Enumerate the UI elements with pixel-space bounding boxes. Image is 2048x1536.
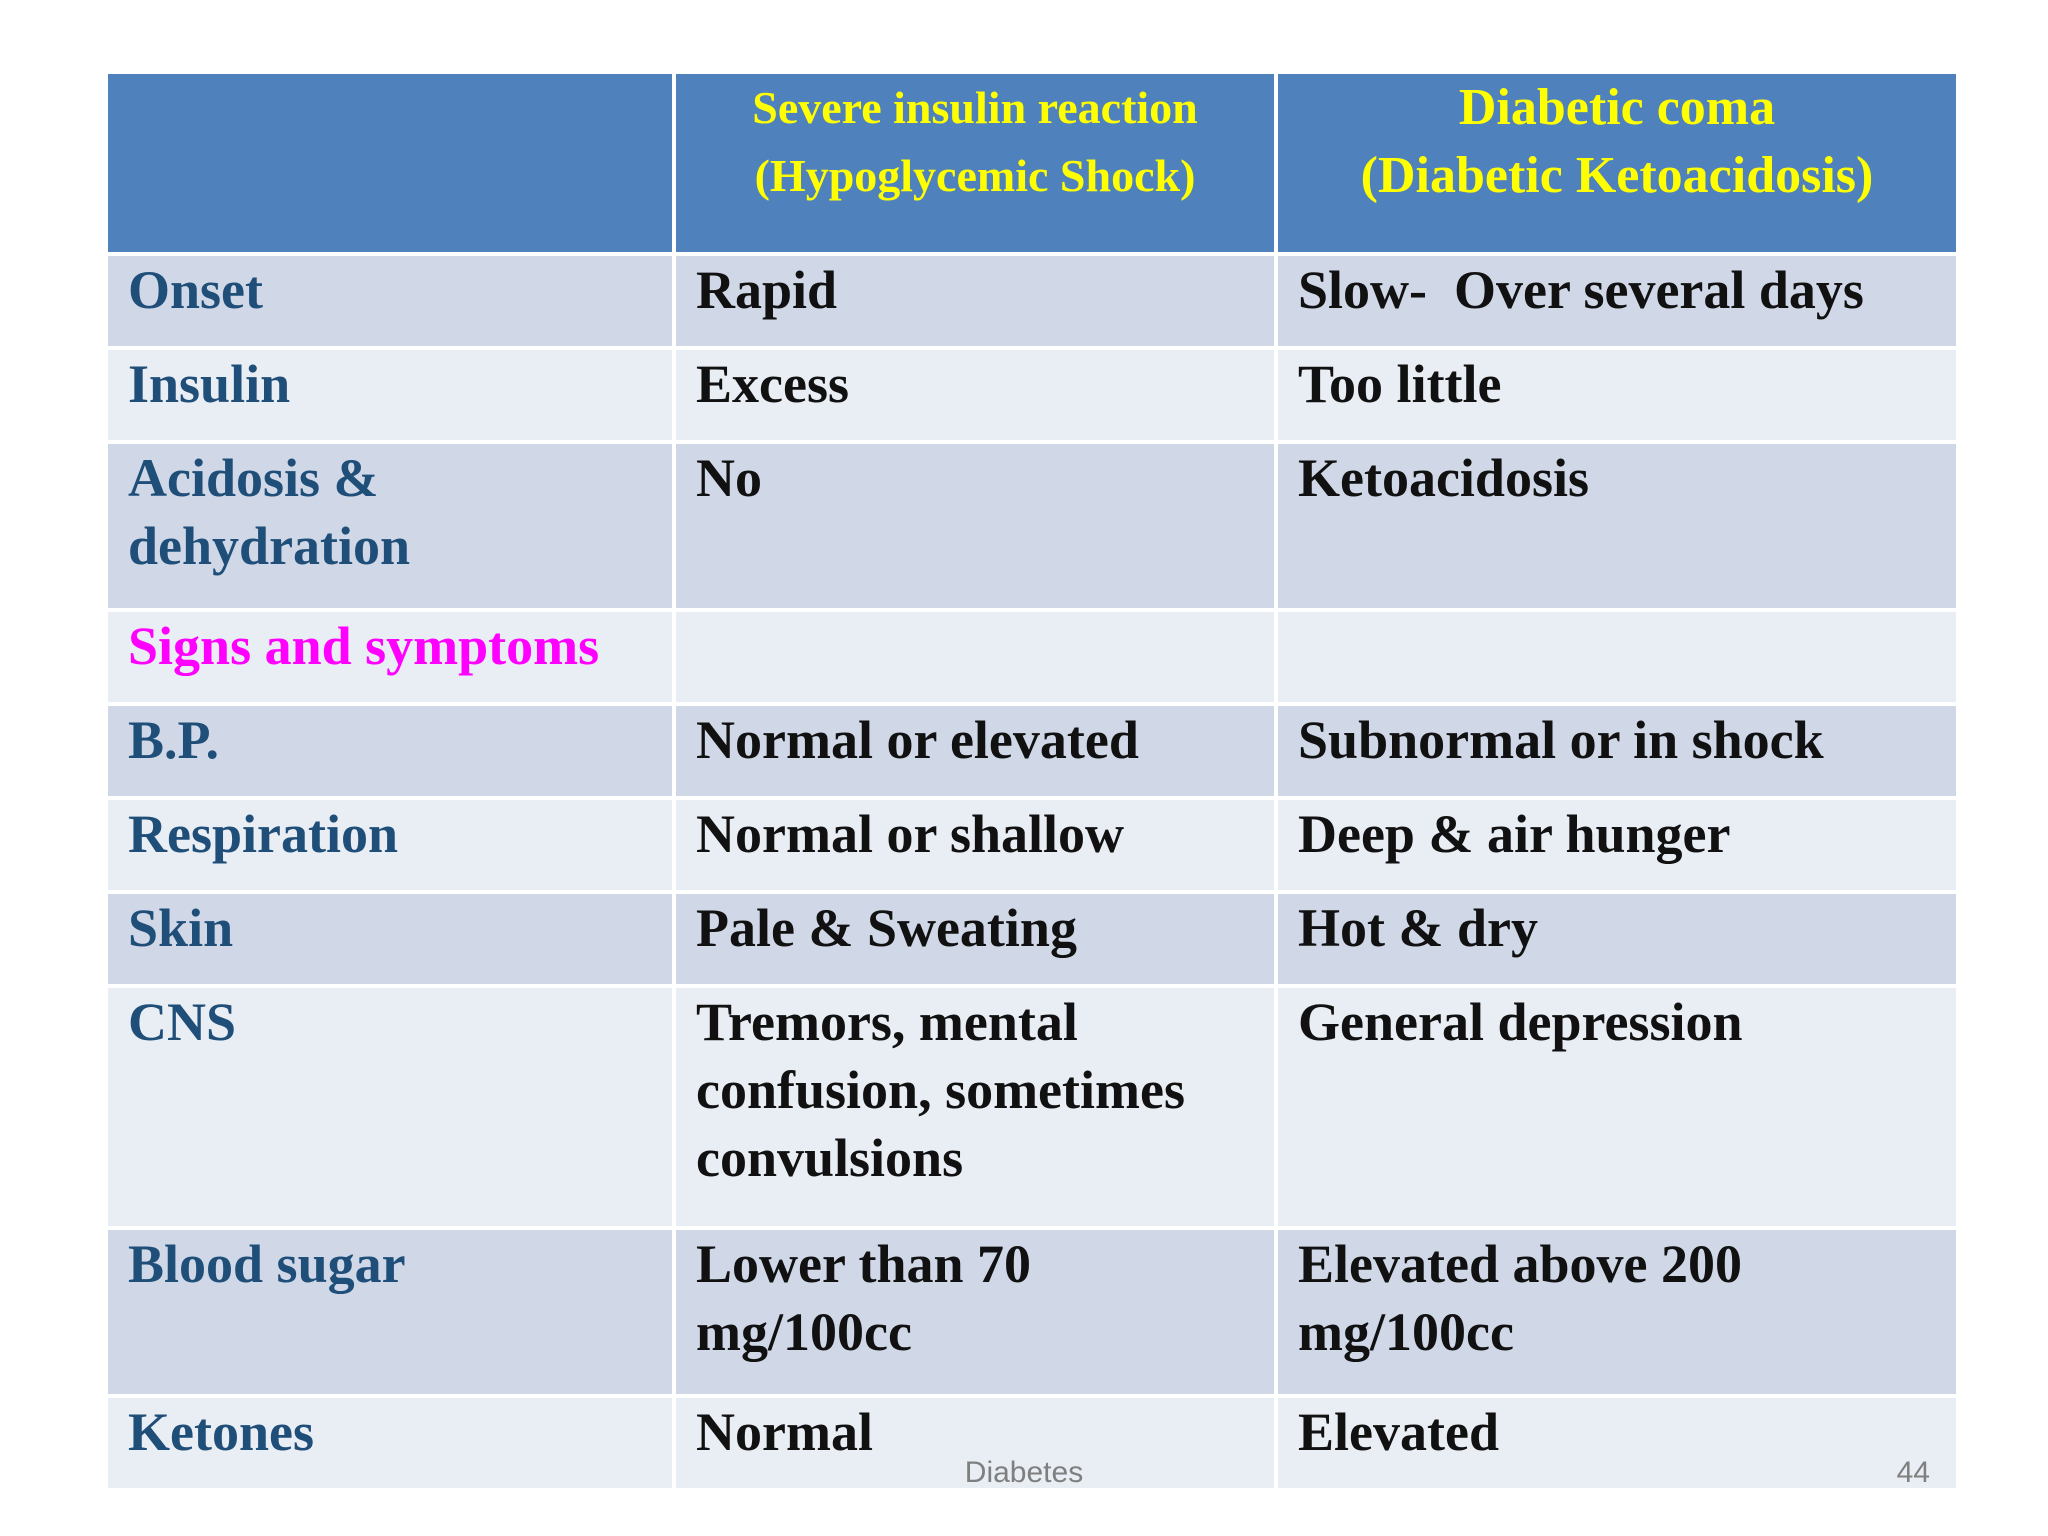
hypo-cell: Rapid (674, 254, 1276, 348)
table-row (106, 348, 1958, 442)
row-label: CNS (106, 986, 674, 1228)
header-hypo-title: Severe insulin reaction (752, 82, 1198, 133)
dka-cell: Subnormal or in shock (1276, 704, 1958, 798)
row-label: Onset (106, 254, 674, 348)
dka-cell (1276, 610, 1958, 704)
row-label: Ketones (106, 1396, 674, 1490)
table-row (106, 704, 1958, 798)
table-row (106, 892, 1958, 986)
dka-cell: Too little (1276, 348, 1958, 442)
row-label: Respiration (106, 798, 674, 892)
hypo-cell: Pale & Sweating (674, 892, 1276, 986)
hypo-cell: Normal or shallow (674, 798, 1276, 892)
table-row (106, 1228, 1958, 1396)
table-row (106, 254, 1958, 348)
row-label: Blood sugar (106, 1228, 674, 1396)
hypo-cell: Normal (674, 1396, 1276, 1490)
dka-cell: Deep & air hunger (1276, 798, 1958, 892)
table-row (106, 798, 1958, 892)
header-dka-title: Diabetic coma (1458, 79, 1776, 136)
row-label: Insulin (106, 348, 674, 442)
dka-cell: Elevated above 200 mg/100cc (1276, 1228, 1958, 1396)
section-label: Signs and symptoms (106, 610, 674, 704)
hypo-cell: Lower than 70 mg/100cc (674, 1228, 1276, 1396)
header-hypo-subtitle: (Hypoglycemic Shock) (754, 150, 1196, 201)
hypo-cell: Excess (674, 348, 1276, 442)
hypo-cell: Normal or elevated (674, 704, 1276, 798)
row-label: B.P. (106, 704, 674, 798)
hypo-cell (674, 610, 1276, 704)
hypo-cell: Tremors, mental confusion, sometimes convulsions (674, 986, 1276, 1228)
dka-cell: General depression (1276, 986, 1958, 1228)
dka-cell: Elevated (1276, 1396, 1958, 1490)
table-row-section (106, 610, 1958, 704)
header-empty-cell (106, 72, 674, 254)
page-number: 44 (1896, 1456, 1930, 1489)
dka-cell: Slow- Over several days (1276, 254, 1958, 348)
hypo-cell: No (674, 442, 1276, 610)
slide-footer: Diabetes (964, 1456, 1084, 1489)
table-row (106, 986, 1958, 1228)
comparison-table (104, 70, 1960, 1492)
dka-cell: Ketoacidosis (1276, 442, 1958, 610)
table-header-row (106, 72, 1958, 254)
header-diabetic-coma (1276, 72, 1958, 254)
table-row (106, 442, 1958, 610)
row-label: Skin (106, 892, 674, 986)
header-hypoglycemic (674, 72, 1276, 254)
dka-cell: Hot & dry (1276, 892, 1958, 986)
row-label: Acidosis & dehydration (106, 442, 674, 610)
header-dka-subtitle: (Diabetic Ketoacidosis) (1360, 147, 1874, 204)
